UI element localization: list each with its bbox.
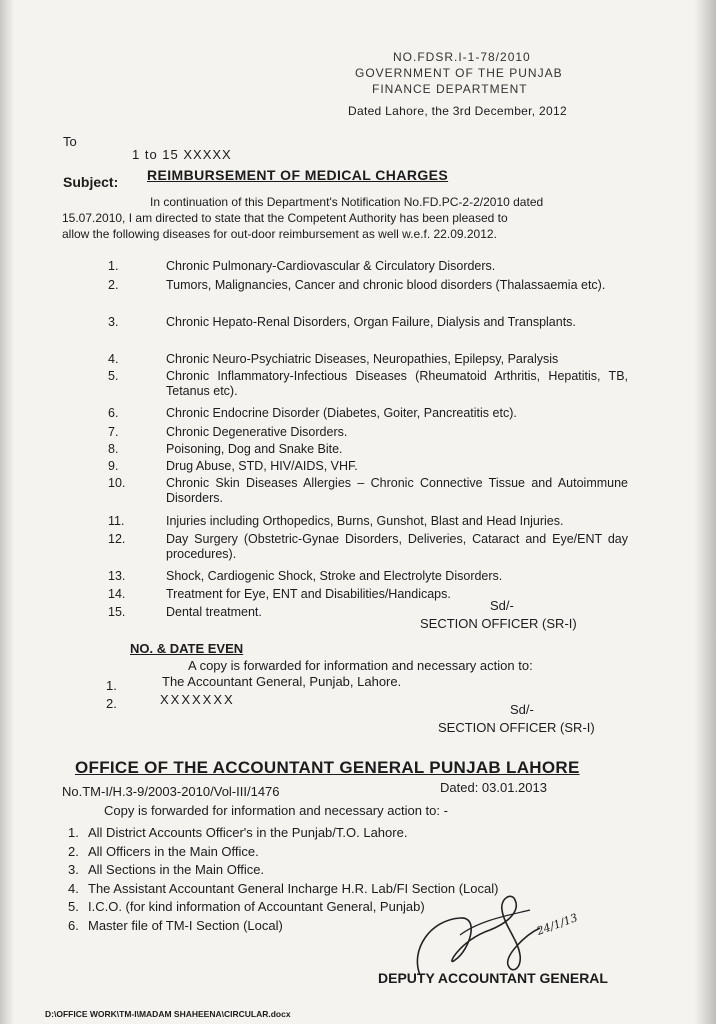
ag-heading: OFFICE OF THE ACCOUNTANT GENERAL PUNJAB LAHORE (75, 758, 580, 777)
list-item: 6. Master file of TM-I Section (Local) (68, 917, 283, 933)
to-value: 1 to 15 XXXXX (132, 147, 232, 162)
list-item: 1. Chronic Pulmonary-Cardiovascular & Circulatory Disorders. (108, 259, 496, 273)
subject-text: REIMBURSEMENT OF MEDICAL CHARGES (147, 167, 449, 183)
header-ref-no: NO.FDSR.I-1-78/2010 (393, 50, 531, 64)
list-item: 7. Chronic Degenerative Disorders. (108, 425, 348, 439)
sig2-title: SECTION OFFICER (SR-I) (438, 720, 595, 735)
sig2-sd: Sd/- (510, 702, 534, 717)
even-item-1-text: The Accountant General, Punjab, Lahore. (162, 674, 402, 689)
header-government: GOVERNMENT OF THE PUNJAB (355, 66, 563, 80)
subject-label: Subject: (63, 174, 119, 190)
list-item: 2. Tumors, Malignancies, Cancer and chronic blood disorders (Thalassaemia etc). (108, 278, 606, 292)
intro-line-2: 15.07.2010, I am directed to state that the Competent Authority has been pleased to (62, 211, 508, 225)
list-item: 1. All District Accounts Officer's in the Punjab/T.O. Lahore. (68, 825, 408, 840)
ag-ref-no: No.TM-I/H.3-9/2003-2010/Vol-III/1476 (62, 784, 280, 799)
even-item-2-num: 2. (106, 696, 117, 711)
list-item: 12. Day Surgery (Obstetric-Gynae Disorders, Deliveries, Cataract and Eye/ENT day procedures). (108, 532, 628, 561)
list-item: 3. All Sections in the Main Office. (68, 862, 265, 877)
list-item: 3. Chronic Hepato-Renal Disorders, Organ Failure, Dialysis and Transplants. (108, 315, 576, 329)
list-item: 6. Chronic Endocrine Disorder (Diabetes, Goiter, Pancreatitis etc). (108, 406, 517, 420)
intro-line-3: allow the following diseases for out-door reimbursement as well w.e.f. 22.09.2012. (62, 227, 497, 241)
sig1-sd: Sd/- (490, 598, 514, 613)
list-item: 5. I.C.O. (for kind information of Accountant General, Punjab) (68, 899, 425, 914)
even-item-1-num: 1. (106, 678, 117, 693)
list-item: 2. All Officers in the Main Office. (68, 843, 259, 859)
list-item: 10. Chronic Skin Diseases Allergies – Chronic Connective Tissue and Autoimmune Disorders. (108, 476, 628, 505)
header-department: FINANCE DEPARTMENT (372, 82, 528, 96)
list-item: 5. Chronic Inflammatory-Infectious Diseases (Rheumatoid Arthritis, Hepatitis, TB, Tetanus etc). (108, 369, 628, 398)
even-intro: A copy is forwarded for information and necessary action to: (188, 658, 533, 673)
list-item: 15. Dental treatment. (108, 605, 262, 619)
disease-list (108, 259, 628, 623)
ag-dated: Dated: 03.01.2013 (440, 780, 547, 795)
header-dated: Dated Lahore, the 3rd December, 2012 (348, 104, 567, 118)
sig1-title: SECTION OFFICER (SR-I) (420, 616, 577, 631)
even-heading: NO. & DATE EVEN (130, 641, 244, 656)
list-item: 14. Treatment for Eye, ENT and Disabilities/Handicaps. (108, 587, 451, 601)
list-item: 8. Poisoning, Dog and Snake Bite. (108, 442, 343, 456)
footer-file-path: D:\OFFICE WORK\TM-I\MADAM SHAHEENA\CIRCULAR.docx (45, 1009, 291, 1019)
even-item-2-text: XXXXXXX (160, 692, 235, 707)
scan-shadow-right (694, 0, 716, 1024)
intro-line-1: In continuation of this Department's Notification No.FD.PC-2-2/2010 dated (150, 195, 544, 209)
to-label: To (63, 134, 77, 149)
sign-date: 24/1/13 (535, 911, 580, 938)
list-item: 11. Injuries including Orthopedics, Burns, Gunshot, Blast and Head Injuries. (108, 514, 564, 528)
ag-intro: Copy is forwarded for information and necessary action to: - (104, 803, 448, 818)
list-item: 4. The Assistant Accountant General Incharge H.R. Lab/FI Section (Local) (68, 880, 499, 896)
list-item: 4. Chronic Neuro-Psychiatric Diseases, Neuropathies, Epilepsy, Paralysis (108, 352, 559, 366)
ag-signatory: DEPUTY ACCOUNTANT GENERAL (378, 970, 608, 986)
list-item: 9. Drug Abuse, STD, HIV/AIDS, VHF. (108, 459, 358, 473)
scan-shadow-left (0, 0, 14, 1024)
list-item: 13. Shock, Cardiogenic Shock, Stroke and Electrolyte Disorders. (108, 569, 503, 583)
